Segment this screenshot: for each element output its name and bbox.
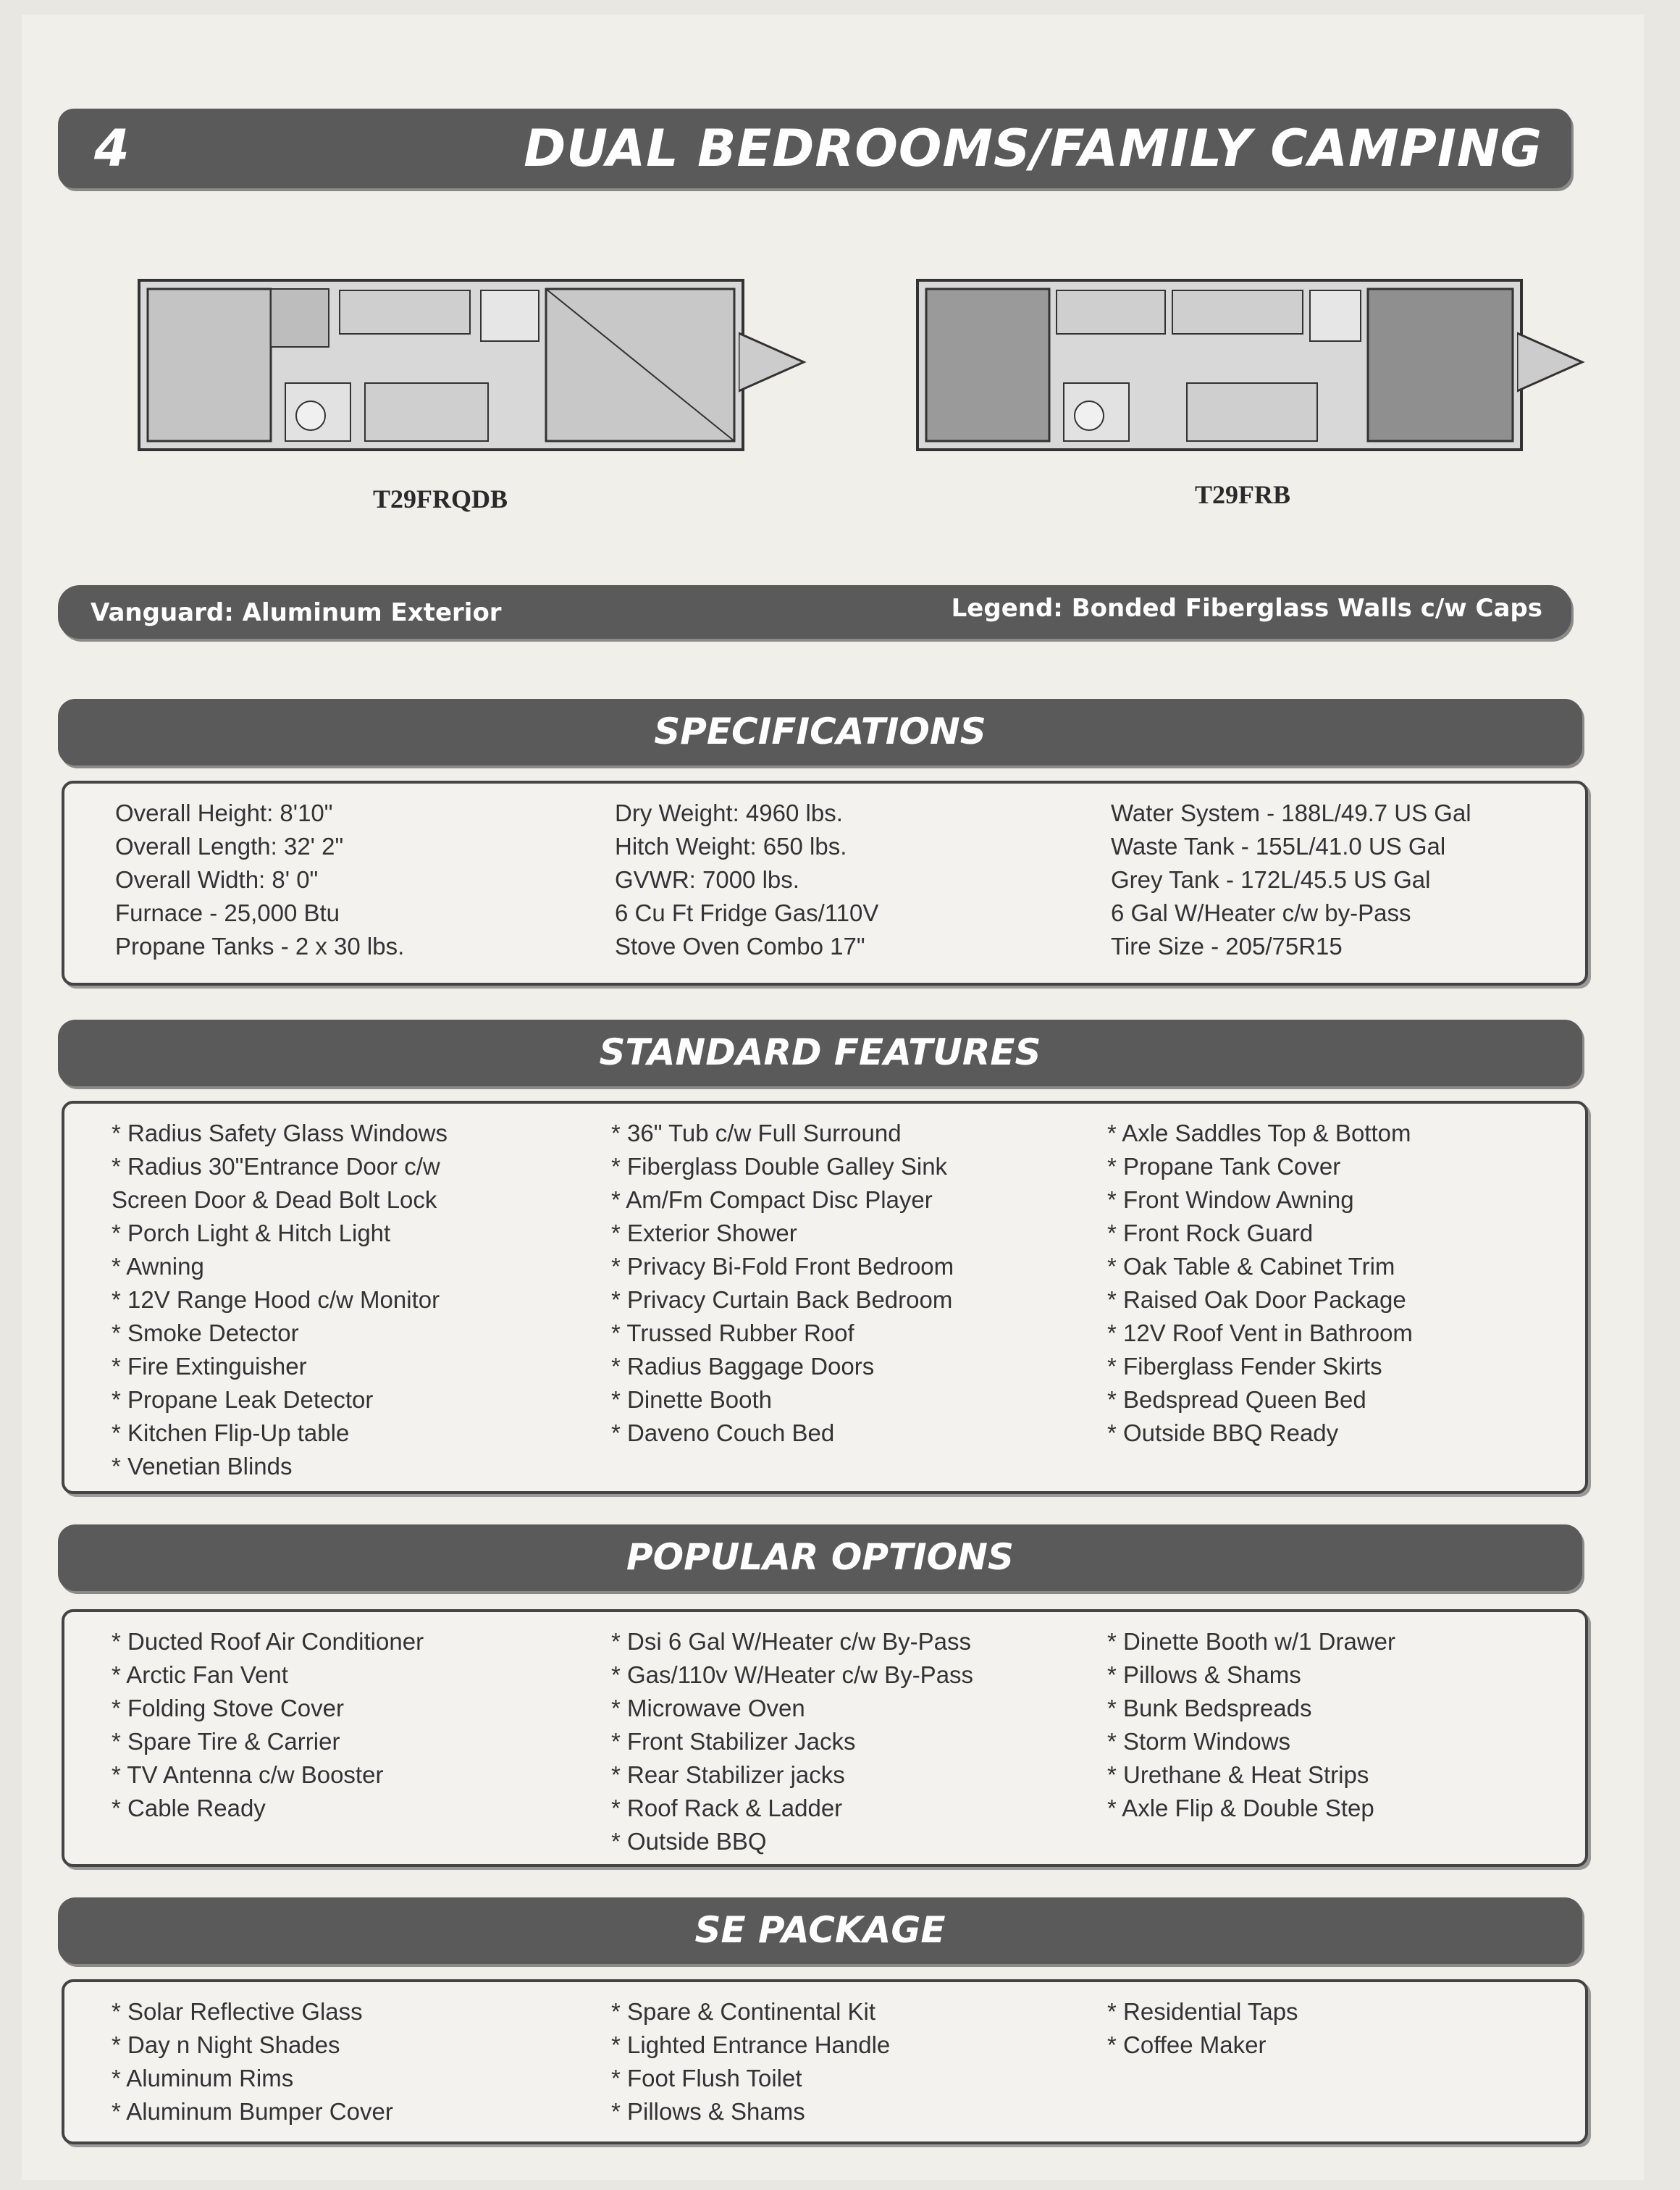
list-item: * Front Rock Guard: [1107, 1220, 1314, 1246]
list-item: Grey Tank - 172L/45.5 US Gal: [1111, 866, 1431, 893]
list-item: * Folding Stove Cover: [112, 1695, 344, 1721]
series-left: Vanguard: Aluminum Exterior: [91, 598, 502, 627]
list-item: * Bunk Bedspreads: [1107, 1695, 1312, 1721]
list-item: Overall Width: 8' 0": [115, 866, 319, 893]
list-item: * Spare Tire & Carrier: [112, 1728, 340, 1755]
list-item: 6 Gal W/Heater c/w by-Pass: [1111, 899, 1411, 926]
list-item: * Smoke Detector: [112, 1320, 299, 1346]
hitch-icon: [1517, 330, 1586, 395]
list-item: * Porch Light & Hitch Light: [112, 1220, 391, 1246]
list-item: GVWR: 7000 lbs.: [615, 866, 799, 893]
list-item: * Radius Baggage Doors: [611, 1353, 875, 1380]
list-item: * Bedspread Queen Bed: [1107, 1386, 1366, 1413]
hitch-icon: [739, 330, 807, 395]
list-item: * Radius Safety Glass Windows: [112, 1120, 448, 1146]
list-item: * Dinette Booth w/1 Drawer: [1107, 1628, 1396, 1655]
list-item: * 36" Tub c/w Full Surround: [611, 1120, 902, 1146]
package-column: [112, 1995, 393, 2128]
list-item: * Outside BBQ: [611, 1828, 767, 1855]
list-item: Water System - 188L/49.7 US Gal: [1111, 800, 1471, 826]
list-item: * Gas/110v W/Heater c/w By-Pass: [611, 1661, 974, 1688]
specifications-banner: [58, 699, 1582, 765]
list-item: * Front Window Awning: [1107, 1186, 1354, 1213]
list-item: * Oak Table & Cabinet Trim: [1107, 1253, 1395, 1280]
list-item: * Aluminum Rims: [112, 2065, 294, 2092]
list-item: * Outside BBQ Ready: [1107, 1419, 1339, 1446]
list-item: Furnace - 25,000 Btu: [115, 899, 340, 926]
list-item: * Spare & Continental Kit: [611, 1998, 876, 2025]
feature-column: [1107, 1117, 1413, 1450]
list-item: 6 Cu Ft Fridge Gas/110V: [615, 899, 879, 926]
list-item: Waste Tank - 155L/41.0 US Gal: [1111, 833, 1446, 860]
list-item: * TV Antenna c/w Booster: [112, 1761, 384, 1788]
list-item: * Propane Tank Cover: [1107, 1153, 1341, 1180]
list-item: * Am/Fm Compact Disc Player: [611, 1186, 933, 1213]
list-item: Overall Length: 32' 2": [115, 833, 344, 860]
package-column: [1107, 1995, 1298, 2062]
list-item: * Microwave Oven: [611, 1695, 805, 1721]
list-item: * Rear Stabilizer jacks: [611, 1761, 845, 1788]
option-column: [112, 1625, 424, 1825]
list-item: * Exterior Shower: [611, 1220, 797, 1246]
list-item: * Axle Saddles Top & Bottom: [1107, 1120, 1411, 1146]
list-item: Propane Tanks - 2 x 30 lbs.: [115, 933, 405, 960]
popular-options-box: [62, 1609, 1588, 1867]
page-title: DUAL BEDROOMS/FAMILY CAMPING: [524, 119, 1542, 178]
list-item: * Arctic Fan Vent: [112, 1661, 288, 1688]
list-item: * Propane Leak Detector: [112, 1386, 374, 1413]
list-item: Screen Door & Dead Bolt Lock: [112, 1186, 437, 1213]
list-item: * Fire Extinguisher: [112, 1353, 307, 1380]
option-column: [1107, 1625, 1395, 1825]
list-item: * Front Stabilizer Jacks: [611, 1728, 856, 1755]
list-item: * Residential Taps: [1107, 1998, 1298, 2025]
list-item: * Day n Night Shades: [112, 2031, 340, 2058]
list-item: * Radius 30"Entrance Door c/w: [112, 1153, 440, 1180]
se-package-box: [62, 1979, 1588, 2144]
spec-column: [115, 797, 404, 963]
list-item: * Cable Ready: [112, 1795, 266, 1821]
list-item: * Venetian Blinds: [112, 1453, 293, 1480]
list-item: * Urethane & Heat Strips: [1107, 1761, 1369, 1788]
list-item: * Trussed Rubber Roof: [611, 1320, 854, 1346]
list-item: * Aluminum Bumper Cover: [112, 2098, 393, 2125]
list-item: * Pillows & Shams: [1107, 1661, 1301, 1688]
section-title: SE PACKAGE: [694, 1909, 946, 1951]
option-column: [611, 1625, 973, 1858]
floorplan-label-t29frqdb: T29FRQDB: [373, 484, 508, 513]
list-item: * 12V Roof Vent in Bathroom: [1107, 1320, 1413, 1346]
floorplan-t29frb: [916, 279, 1523, 451]
feature-column: [112, 1117, 448, 1483]
list-item: * Fiberglass Double Galley Sink: [611, 1153, 948, 1180]
list-item: * 12V Range Hood c/w Monitor: [112, 1286, 440, 1313]
list-item: * Fiberglass Fender Skirts: [1107, 1353, 1382, 1380]
floorplan-label-t29frb: T29FRB: [1195, 480, 1291, 509]
list-item: Hitch Weight: 650 lbs.: [615, 833, 847, 860]
standard-features-box: [62, 1101, 1588, 1494]
spec-column: [1111, 797, 1471, 963]
se-package-banner: [58, 1897, 1582, 1964]
list-item: * Foot Flush Toilet: [611, 2065, 802, 2092]
list-item: Overall Height: 8'10": [115, 800, 333, 826]
list-item: * Storm Windows: [1107, 1728, 1291, 1755]
list-item: * Awning: [112, 1253, 204, 1280]
list-item: * Pillows & Shams: [611, 2098, 805, 2125]
page-header-banner: [58, 109, 1571, 188]
list-item: * Lighted Entrance Handle: [611, 2031, 891, 2058]
list-item: * Kitchen Flip-Up table: [112, 1419, 350, 1446]
list-item: * Raised Oak Door Package: [1107, 1286, 1406, 1313]
section-title: STANDARD FEATURES: [599, 1031, 1041, 1073]
list-item: * Privacy Bi-Fold Front Bedroom: [611, 1253, 954, 1280]
list-item: * Solar Reflective Glass: [112, 1998, 363, 2025]
spec-column: [615, 797, 878, 963]
specifications-box: [62, 781, 1588, 986]
floorplan-t29frqdb: [138, 279, 744, 451]
list-item: Tire Size - 205/75R15: [1111, 933, 1343, 960]
list-item: * Axle Flip & Double Step: [1107, 1795, 1374, 1821]
list-item: * Dsi 6 Gal W/Heater c/w By-Pass: [611, 1628, 971, 1655]
standard-features-banner: [58, 1020, 1582, 1086]
list-item: * Roof Rack & Ladder: [611, 1795, 843, 1821]
page-number: 4: [94, 119, 130, 178]
list-item: Stove Oven Combo 17": [615, 933, 865, 960]
section-title: POPULAR OPTIONS: [626, 1536, 1015, 1578]
list-item: * Coffee Maker: [1107, 2031, 1267, 2058]
section-title: SPECIFICATIONS: [654, 710, 986, 752]
series-bar: [58, 585, 1571, 639]
package-column: [611, 1995, 890, 2128]
list-item: * Daveno Couch Bed: [611, 1419, 835, 1446]
list-item: * Ducted Roof Air Conditioner: [112, 1628, 424, 1655]
feature-column: [611, 1117, 954, 1450]
list-item: Dry Weight: 4960 lbs.: [615, 800, 843, 826]
list-item: * Privacy Curtain Back Bedroom: [611, 1286, 953, 1313]
list-item: * Dinette Booth: [611, 1386, 772, 1413]
popular-options-banner: [58, 1524, 1582, 1591]
series-right: Legend: Bonded Fiberglass Walls c/w Caps: [951, 594, 1542, 623]
